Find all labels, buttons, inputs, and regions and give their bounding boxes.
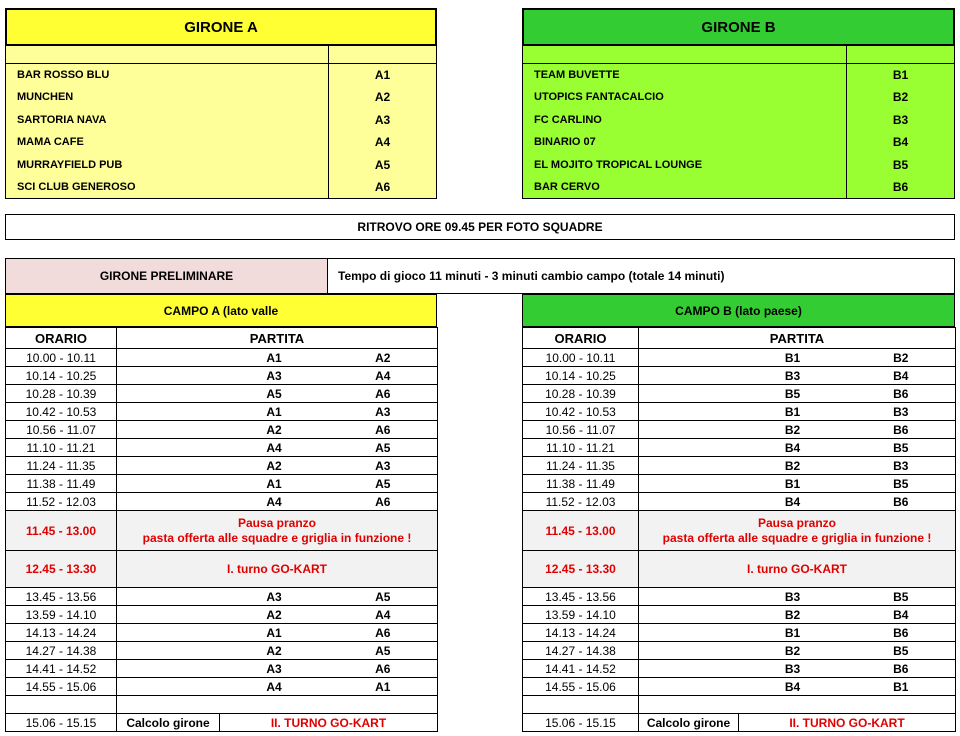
final-time: 15.06 - 15.15 <box>523 714 639 732</box>
match-home: B1 <box>739 624 847 642</box>
schedule-campo-a <box>5 327 438 732</box>
girone-a-teams <box>5 63 437 199</box>
preliminary-label-cell <box>5 258 328 294</box>
girone-b-header <box>522 8 955 46</box>
match-row <box>6 493 438 511</box>
match-time: 14.55 - 15.06 <box>523 678 639 696</box>
match-time: 14.55 - 15.06 <box>6 678 117 696</box>
team-code: B6 <box>892 180 909 194</box>
match-home: A3 <box>220 660 329 678</box>
match-row <box>6 385 438 403</box>
match-time: 11.52 - 12.03 <box>6 493 117 511</box>
match-away: B6 <box>847 421 956 439</box>
match-time: 10.28 - 10.39 <box>6 385 117 403</box>
match-time: 10.00 - 10.11 <box>6 349 117 367</box>
match-away: A6 <box>329 493 438 511</box>
match-home: A4 <box>220 493 329 511</box>
final-row <box>523 714 956 732</box>
match-home: B2 <box>739 457 847 475</box>
match-row <box>523 385 956 403</box>
match-away: A4 <box>329 606 438 624</box>
final-row <box>6 714 438 732</box>
match-home: B4 <box>739 493 847 511</box>
final-label: Calcolo girone <box>639 714 739 732</box>
match-away: B2 <box>847 349 956 367</box>
team-code: B3 <box>892 113 909 127</box>
lunch-time: 11.45 - 13.00 <box>523 511 639 551</box>
campo-a-header <box>5 294 437 327</box>
match-away: B5 <box>847 439 956 457</box>
match-spacer <box>117 439 220 457</box>
team-code: B4 <box>892 135 909 149</box>
match-home: A1 <box>220 624 329 642</box>
girone-b-title: GIRONE B <box>701 18 776 36</box>
match-home: B5 <box>739 385 847 403</box>
match-spacer <box>639 660 739 678</box>
match-row <box>6 660 438 678</box>
match-home: A2 <box>220 421 329 439</box>
kart1-time: 12.45 - 13.30 <box>523 551 639 588</box>
match-time: 11.10 - 11.21 <box>6 439 117 457</box>
match-home: A3 <box>220 588 329 606</box>
match-row <box>6 678 438 696</box>
match-time: 10.14 - 10.25 <box>6 367 117 385</box>
girone-b-spacer <box>522 46 955 64</box>
match-spacer <box>639 642 739 660</box>
match-away: B5 <box>847 588 956 606</box>
team-code: B5 <box>892 158 909 172</box>
match-time: 13.59 - 14.10 <box>6 606 117 624</box>
match-home: B4 <box>739 439 847 457</box>
match-spacer <box>117 457 220 475</box>
kart1-text: I. turno GO-KART <box>117 551 438 588</box>
match-spacer <box>117 678 220 696</box>
match-row <box>523 493 956 511</box>
match-home: A1 <box>220 349 329 367</box>
match-row <box>523 678 956 696</box>
match-spacer <box>639 439 739 457</box>
match-row <box>523 367 956 385</box>
match-home: A2 <box>220 642 329 660</box>
col-orario: ORARIO <box>6 328 117 349</box>
girone-b-teams <box>522 63 955 199</box>
match-row <box>6 403 438 421</box>
match-home: A4 <box>220 678 329 696</box>
match-time: 14.41 - 14.52 <box>523 660 639 678</box>
col-partita: PARTITA <box>639 328 956 349</box>
girone-a-spacer <box>5 46 437 64</box>
meeting-banner <box>5 214 955 240</box>
lunch-line1: Pausa pranzo <box>237 515 317 530</box>
match-away: A5 <box>329 588 438 606</box>
match-row <box>6 349 438 367</box>
preliminary-info-cell <box>327 258 955 294</box>
match-away: A5 <box>329 439 438 457</box>
schedule-campo-b <box>522 327 956 732</box>
team-name: BAR CERVO <box>534 181 600 193</box>
match-home: A4 <box>220 439 329 457</box>
team-name: EL MOJITO TROPICAL LOUNGE <box>534 159 703 171</box>
match-away: A6 <box>329 660 438 678</box>
match-time: 11.24 - 11.35 <box>6 457 117 475</box>
team-name: SARTORIA NAVA <box>17 114 107 126</box>
kart1-text: I. turno GO-KART <box>639 551 956 588</box>
team-code: A3 <box>374 113 391 127</box>
empty-row <box>6 696 438 714</box>
match-spacer <box>639 457 739 475</box>
match-spacer <box>117 660 220 678</box>
match-row <box>6 475 438 493</box>
match-away: A6 <box>329 385 438 403</box>
match-home: B2 <box>739 642 847 660</box>
team-name: BINARIO 07 <box>534 136 596 148</box>
team-code: A2 <box>374 90 391 104</box>
match-away: A2 <box>329 349 438 367</box>
match-away: B6 <box>847 493 956 511</box>
preliminary-info: Tempo di gioco 11 minuti - 3 minuti cambio campo (totale 14 minuti) <box>338 269 725 283</box>
match-row <box>6 457 438 475</box>
kart1-row <box>523 551 956 588</box>
match-away: B6 <box>847 624 956 642</box>
match-time: 10.28 - 10.39 <box>523 385 639 403</box>
team-name: MURRAYFIELD PUB <box>17 159 123 171</box>
match-spacer <box>117 493 220 511</box>
empty-row <box>523 696 956 714</box>
match-spacer <box>639 421 739 439</box>
match-time: 11.38 - 11.49 <box>523 475 639 493</box>
final-text: II. TURNO GO-KART <box>739 714 956 732</box>
team-code: A1 <box>374 68 391 82</box>
match-spacer <box>639 349 739 367</box>
match-away: B3 <box>847 457 956 475</box>
match-spacer <box>117 421 220 439</box>
match-spacer <box>117 624 220 642</box>
match-row <box>6 606 438 624</box>
match-home: B3 <box>739 367 847 385</box>
match-away: A6 <box>329 421 438 439</box>
match-time: 13.59 - 14.10 <box>523 606 639 624</box>
match-time: 13.45 - 13.56 <box>523 588 639 606</box>
girone-a-title: GIRONE A <box>184 18 258 36</box>
match-home: B1 <box>739 349 847 367</box>
match-row <box>523 349 956 367</box>
match-row <box>523 642 956 660</box>
match-spacer <box>639 678 739 696</box>
match-row <box>523 403 956 421</box>
match-time: 14.13 - 14.24 <box>6 624 117 642</box>
match-spacer <box>117 349 220 367</box>
final-label: Calcolo girone <box>117 714 220 732</box>
match-row <box>523 457 956 475</box>
match-spacer <box>639 403 739 421</box>
match-time: 11.24 - 11.35 <box>523 457 639 475</box>
match-home: A2 <box>220 606 329 624</box>
match-spacer <box>639 475 739 493</box>
team-name: TEAM BUVETTE <box>534 69 620 81</box>
match-time: 10.00 - 10.11 <box>523 349 639 367</box>
match-time: 14.41 - 14.52 <box>6 660 117 678</box>
campo-a-title: CAMPO A (lato valle <box>163 303 279 318</box>
lunch-line1: Pausa pranzo <box>757 515 837 530</box>
match-row <box>6 439 438 457</box>
col-orario: ORARIO <box>523 328 639 349</box>
campo-b-title: CAMPO B (lato paese) <box>675 303 802 318</box>
match-time: 10.42 - 10.53 <box>6 403 117 421</box>
girone-a-header <box>5 8 437 46</box>
match-home: A5 <box>220 385 329 403</box>
match-away: A1 <box>329 678 438 696</box>
match-home: B2 <box>739 606 847 624</box>
match-spacer <box>117 642 220 660</box>
match-home: B4 <box>739 678 847 696</box>
match-time: 10.56 - 11.07 <box>523 421 639 439</box>
match-row <box>523 439 956 457</box>
campo-b-header <box>522 294 955 327</box>
kart1-row <box>6 551 438 588</box>
match-spacer <box>639 624 739 642</box>
match-away: B4 <box>847 606 956 624</box>
match-away: A5 <box>329 475 438 493</box>
team-code: B1 <box>892 68 909 82</box>
match-spacer <box>117 588 220 606</box>
match-away: A4 <box>329 367 438 385</box>
match-spacer <box>639 588 739 606</box>
match-time: 14.27 - 14.38 <box>523 642 639 660</box>
match-row <box>523 624 956 642</box>
match-spacer <box>639 385 739 403</box>
match-spacer <box>639 367 739 385</box>
match-away: B1 <box>847 678 956 696</box>
match-time: 10.14 - 10.25 <box>523 367 639 385</box>
match-home: A1 <box>220 403 329 421</box>
match-away: B5 <box>847 642 956 660</box>
match-row <box>523 475 956 493</box>
match-time: 10.56 - 11.07 <box>6 421 117 439</box>
match-home: B3 <box>739 588 847 606</box>
meeting-text: RITROVO ORE 09.45 PER FOTO SQUADRE <box>357 220 603 234</box>
match-time: 13.45 - 13.56 <box>6 588 117 606</box>
match-away: B4 <box>847 367 956 385</box>
team-name: SCI CLUB GENEROSO <box>17 181 136 193</box>
match-away: A5 <box>329 642 438 660</box>
match-row <box>6 642 438 660</box>
match-time: 14.27 - 14.38 <box>6 642 117 660</box>
match-row <box>6 588 438 606</box>
match-away: B5 <box>847 475 956 493</box>
team-name: MUNCHEN <box>17 91 74 103</box>
match-spacer <box>117 606 220 624</box>
lunch-line2: pasta offerta alle squadre e griglia in funzione ! <box>662 530 932 545</box>
schedule-header-row <box>6 328 438 349</box>
match-away: A3 <box>329 403 438 421</box>
match-spacer <box>639 493 739 511</box>
match-spacer <box>117 403 220 421</box>
match-time: 11.38 - 11.49 <box>6 475 117 493</box>
team-name: MAMA CAFE <box>17 136 84 148</box>
team-code: A4 <box>374 135 391 149</box>
preliminary-label: GIRONE PRELIMINARE <box>99 269 234 283</box>
match-home: A1 <box>220 475 329 493</box>
col-partita: PARTITA <box>117 328 438 349</box>
team-code: B2 <box>892 90 909 104</box>
schedule-header-row <box>523 328 956 349</box>
final-text: II. TURNO GO-KART <box>220 714 438 732</box>
kart1-time: 12.45 - 13.30 <box>6 551 117 588</box>
team-code: A5 <box>374 158 391 172</box>
match-spacer <box>117 367 220 385</box>
team-name: BAR ROSSO BLU <box>17 69 110 81</box>
match-home: B1 <box>739 403 847 421</box>
lunch-row <box>6 511 438 551</box>
match-home: B1 <box>739 475 847 493</box>
match-away: A3 <box>329 457 438 475</box>
final-time: 15.06 - 15.15 <box>6 714 117 732</box>
match-time: 10.42 - 10.53 <box>523 403 639 421</box>
team-name: FC CARLINO <box>534 114 602 126</box>
match-row <box>6 421 438 439</box>
match-row <box>6 367 438 385</box>
match-row <box>523 660 956 678</box>
match-away: B6 <box>847 385 956 403</box>
lunch-text <box>639 511 956 551</box>
match-home: B2 <box>739 421 847 439</box>
match-row <box>6 624 438 642</box>
match-time: 11.52 - 12.03 <box>523 493 639 511</box>
match-row <box>523 421 956 439</box>
match-row <box>523 588 956 606</box>
match-spacer <box>117 385 220 403</box>
match-home: B3 <box>739 660 847 678</box>
match-time: 11.10 - 11.21 <box>523 439 639 457</box>
match-away: B6 <box>847 660 956 678</box>
lunch-line2: pasta offerta alle squadre e griglia in funzione ! <box>142 530 412 545</box>
team-code: A6 <box>374 180 391 194</box>
match-spacer <box>639 606 739 624</box>
lunch-text <box>117 511 438 551</box>
match-home: A3 <box>220 367 329 385</box>
team-name: UTOPICS FANTACALCIO <box>534 91 664 103</box>
lunch-row <box>523 511 956 551</box>
lunch-time: 11.45 - 13.00 <box>6 511 117 551</box>
match-away: B3 <box>847 403 956 421</box>
match-time: 14.13 - 14.24 <box>523 624 639 642</box>
match-away: A6 <box>329 624 438 642</box>
match-row <box>523 606 956 624</box>
match-spacer <box>117 475 220 493</box>
match-home: A2 <box>220 457 329 475</box>
